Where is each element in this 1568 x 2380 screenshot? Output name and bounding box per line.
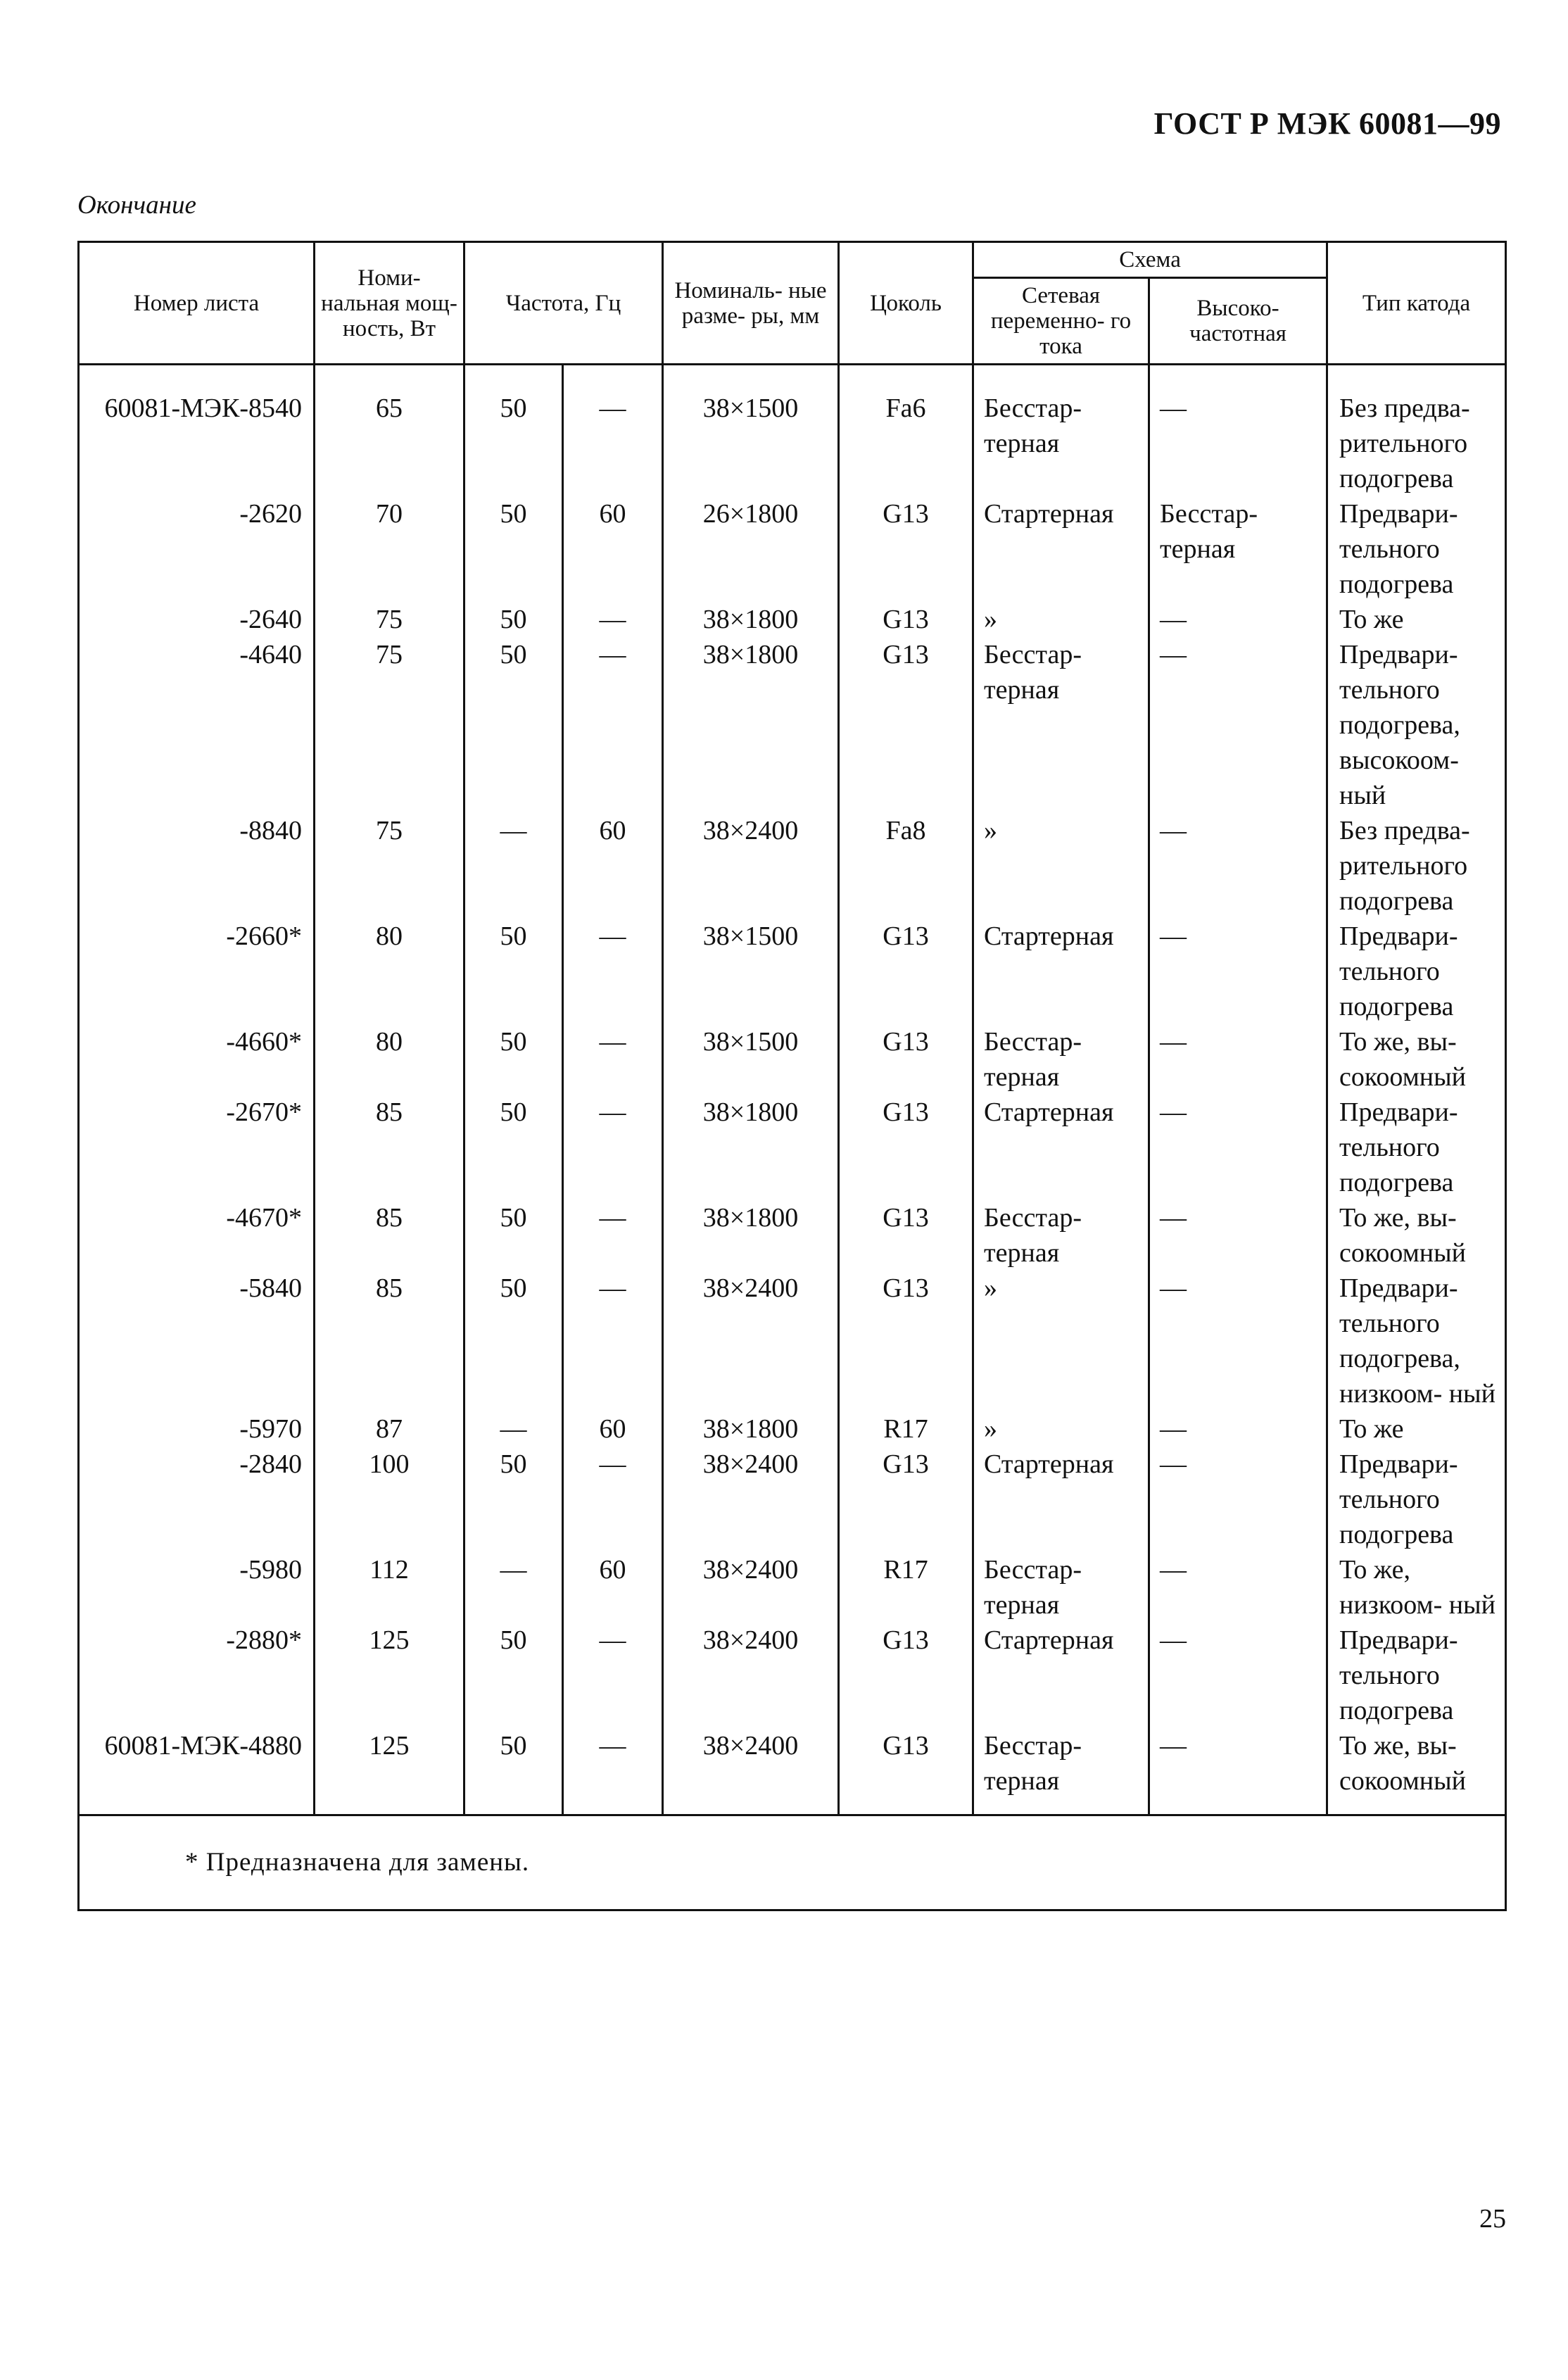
table-row: [79, 1728, 1506, 1815]
scheme-ac-cell: Бесстар- терная: [973, 1200, 1149, 1271]
table-row: [79, 602, 1506, 637]
sheet-number-cell: -4670*: [79, 1200, 315, 1271]
header-scheme-ac: Сетевая переменно- го тока: [973, 278, 1149, 365]
base-cell: G13: [839, 602, 973, 637]
scheme-ac-cell: Стартерная: [973, 496, 1149, 602]
sheet-number-cell: -5970: [79, 1411, 315, 1447]
scheme-ac-cell: »: [973, 813, 1149, 919]
frequency-50-cell: 50: [464, 1447, 563, 1552]
scheme-hf-cell: —: [1149, 1552, 1327, 1623]
table-row: [79, 1447, 1506, 1552]
frequency-60-cell: 60: [563, 813, 663, 919]
scheme-ac-cell: Стартерная: [973, 919, 1149, 1024]
frequency-50-cell: —: [464, 813, 563, 919]
scheme-hf-cell: —: [1149, 919, 1327, 1024]
cathode-type-cell: То же, вы- сокоомный: [1327, 1728, 1506, 1815]
table-row: [79, 813, 1506, 919]
base-cell: G13: [839, 1200, 973, 1271]
base-cell: R17: [839, 1552, 973, 1623]
scheme-hf-cell: —: [1149, 602, 1327, 637]
header-scheme-hf: Высоко- частотная: [1149, 278, 1327, 365]
dimensions-cell: 26×1800: [663, 496, 839, 602]
rated-power-cell: 80: [315, 1024, 464, 1095]
table-row: [79, 1552, 1506, 1623]
scheme-ac-cell: Бесстар- терная: [973, 1728, 1149, 1815]
rated-power-cell: 65: [315, 365, 464, 497]
table-body: [79, 365, 1506, 1815]
scheme-hf-cell: —: [1149, 1095, 1327, 1200]
frequency-50-cell: 50: [464, 1095, 563, 1200]
rated-power-cell: 87: [315, 1411, 464, 1447]
header-rated-power: Номи- нальная мощ- ность, Вт: [315, 242, 464, 365]
scheme-hf-cell: —: [1149, 813, 1327, 919]
sheet-number-cell: -2840: [79, 1447, 315, 1552]
dimensions-cell: 38×1800: [663, 1095, 839, 1200]
cathode-type-cell: То же, низкоом- ный: [1327, 1552, 1506, 1623]
frequency-60-cell: —: [563, 637, 663, 813]
frequency-60-cell: —: [563, 1200, 663, 1271]
frequency-60-cell: —: [563, 1024, 663, 1095]
cathode-type-cell: Предвари- тельного подогрева, низкоом- ный: [1327, 1271, 1506, 1411]
base-cell: Fa8: [839, 813, 973, 919]
scheme-ac-cell: Бесстар- терная: [973, 1552, 1149, 1623]
table-row: [79, 365, 1506, 497]
frequency-50-cell: 50: [464, 496, 563, 602]
frequency-50-cell: 50: [464, 1271, 563, 1411]
scheme-hf-cell: —: [1149, 1728, 1327, 1815]
cathode-type-cell: Предвари- тельного подогрева: [1327, 1447, 1506, 1552]
dimensions-cell: 38×2400: [663, 1623, 839, 1728]
frequency-60-cell: —: [563, 602, 663, 637]
scheme-ac-cell: Бесстар- терная: [973, 1024, 1149, 1095]
rated-power-cell: 112: [315, 1552, 464, 1623]
sheet-number-cell: -2670*: [79, 1095, 315, 1200]
sheet-number-cell: 60081-МЭК-4880: [79, 1728, 315, 1815]
dimensions-cell: 38×1800: [663, 1200, 839, 1271]
page-number: 25: [1479, 2204, 1506, 2234]
cathode-type-cell: То же: [1327, 1411, 1506, 1447]
sheet-number-cell: -5840: [79, 1271, 315, 1411]
scheme-ac-cell: Стартерная: [973, 1095, 1149, 1200]
cathode-type-cell: Без предва- рительного подогрева: [1327, 813, 1506, 919]
scheme-hf-cell: —: [1149, 1271, 1327, 1411]
rated-power-cell: 100: [315, 1447, 464, 1552]
header-cathode-type: Тип катода: [1327, 242, 1506, 365]
base-cell: G13: [839, 1024, 973, 1095]
frequency-50-cell: —: [464, 1552, 563, 1623]
base-cell: G13: [839, 1623, 973, 1728]
frequency-60-cell: —: [563, 1271, 663, 1411]
frequency-60-cell: 60: [563, 1411, 663, 1447]
cathode-type-cell: Предвари- тельного подогрева, высокоом- ный: [1327, 637, 1506, 813]
rated-power-cell: 125: [315, 1728, 464, 1815]
cathode-type-cell: То же, вы- сокоомный: [1327, 1200, 1506, 1271]
base-cell: G13: [839, 1728, 973, 1815]
sheet-number-cell: -8840: [79, 813, 315, 919]
dimensions-cell: 38×2400: [663, 1728, 839, 1815]
rated-power-cell: 80: [315, 919, 464, 1024]
header-base: Цоколь: [839, 242, 973, 365]
frequency-50-cell: 50: [464, 919, 563, 1024]
base-cell: G13: [839, 637, 973, 813]
rated-power-cell: 75: [315, 602, 464, 637]
table-row: [79, 496, 1506, 602]
table-row: [79, 1271, 1506, 1411]
table-row: [79, 1623, 1506, 1728]
rated-power-cell: 85: [315, 1095, 464, 1200]
cathode-type-cell: Предвари- тельного подогрева: [1327, 1623, 1506, 1728]
frequency-50-cell: 50: [464, 365, 563, 497]
dimensions-cell: 38×1800: [663, 1411, 839, 1447]
rated-power-cell: 125: [315, 1623, 464, 1728]
dimensions-cell: 38×1800: [663, 602, 839, 637]
scheme-hf-cell: Бесстар- терная: [1149, 496, 1327, 602]
frequency-50-cell: 50: [464, 637, 563, 813]
document-code: ГОСТ Р МЭК 60081—99: [1153, 106, 1501, 141]
cathode-type-cell: То же: [1327, 602, 1506, 637]
continuation-label: Окончание: [77, 191, 196, 220]
base-cell: R17: [839, 1411, 973, 1447]
sheet-number-cell: -2660*: [79, 919, 315, 1024]
header-scheme: Схема: [973, 242, 1327, 278]
cathode-type-cell: Предвари- тельного подогрева: [1327, 1095, 1506, 1200]
frequency-60-cell: —: [563, 919, 663, 1024]
dimensions-cell: 38×1500: [663, 919, 839, 1024]
sheet-number-cell: -2640: [79, 602, 315, 637]
scheme-ac-cell: Бесстар- терная: [973, 637, 1149, 813]
scheme-hf-cell: —: [1149, 637, 1327, 813]
cathode-type-cell: Предвари- тельного подогрева: [1327, 919, 1506, 1024]
dimensions-cell: 38×2400: [663, 1552, 839, 1623]
scheme-hf-cell: —: [1149, 1200, 1327, 1271]
scheme-ac-cell: Стартерная: [973, 1447, 1149, 1552]
table-row: [79, 919, 1506, 1024]
header-dimensions: Номиналь- ные разме- ры, мм: [663, 242, 839, 365]
frequency-50-cell: —: [464, 1411, 563, 1447]
scheme-ac-cell: »: [973, 1411, 1149, 1447]
frequency-60-cell: 60: [563, 1552, 663, 1623]
frequency-60-cell: —: [563, 1095, 663, 1200]
table-row: [79, 1200, 1506, 1271]
base-cell: G13: [839, 1271, 973, 1411]
cathode-type-cell: Предвари- тельного подогрева: [1327, 496, 1506, 602]
table-row: [79, 637, 1506, 813]
scheme-hf-cell: —: [1149, 365, 1327, 497]
footnote: * Предназначена для замены.: [79, 1815, 1506, 1910]
frequency-50-cell: 50: [464, 1024, 563, 1095]
header-frequency: Частота, Гц: [464, 242, 663, 365]
frequency-50-cell: 50: [464, 1623, 563, 1728]
scheme-ac-cell: »: [973, 1271, 1149, 1411]
frequency-50-cell: 50: [464, 1728, 563, 1815]
sheet-number-cell: -4640: [79, 637, 315, 813]
cathode-type-cell: Без предва- рительного подогрева: [1327, 365, 1506, 497]
scheme-ac-cell: Стартерная: [973, 1623, 1149, 1728]
dimensions-cell: 38×1800: [663, 637, 839, 813]
frequency-60-cell: 60: [563, 496, 663, 602]
sheet-number-cell: -2880*: [79, 1623, 315, 1728]
lamp-spec-table: [77, 241, 1507, 1911]
base-cell: G13: [839, 1095, 973, 1200]
table-row: [79, 1024, 1506, 1095]
base-cell: G13: [839, 496, 973, 602]
table-header: [79, 242, 1506, 365]
frequency-60-cell: —: [563, 1728, 663, 1815]
rated-power-cell: 75: [315, 813, 464, 919]
rated-power-cell: 75: [315, 637, 464, 813]
scheme-ac-cell: Бесстар- терная: [973, 365, 1149, 497]
rated-power-cell: 85: [315, 1271, 464, 1411]
scheme-hf-cell: —: [1149, 1024, 1327, 1095]
sheet-number-cell: -2620: [79, 496, 315, 602]
frequency-60-cell: —: [563, 1623, 663, 1728]
frequency-60-cell: —: [563, 1447, 663, 1552]
scheme-hf-cell: —: [1149, 1447, 1327, 1552]
dimensions-cell: 38×2400: [663, 1271, 839, 1411]
base-cell: G13: [839, 1447, 973, 1552]
scheme-hf-cell: —: [1149, 1411, 1327, 1447]
dimensions-cell: 38×1500: [663, 365, 839, 497]
table-row: [79, 1095, 1506, 1200]
rated-power-cell: 85: [315, 1200, 464, 1271]
frequency-50-cell: 50: [464, 1200, 563, 1271]
scheme-ac-cell: »: [973, 602, 1149, 637]
base-cell: G13: [839, 919, 973, 1024]
table-row: [79, 1411, 1506, 1447]
sheet-number-cell: -5980: [79, 1552, 315, 1623]
rated-power-cell: 70: [315, 496, 464, 602]
frequency-50-cell: 50: [464, 602, 563, 637]
base-cell: Fa6: [839, 365, 973, 497]
header-sheet-number: Номер листа: [79, 242, 315, 365]
dimensions-cell: 38×2400: [663, 813, 839, 919]
dimensions-cell: 38×1500: [663, 1024, 839, 1095]
scheme-hf-cell: —: [1149, 1623, 1327, 1728]
sheet-number-cell: -4660*: [79, 1024, 315, 1095]
cathode-type-cell: То же, вы- сокоомный: [1327, 1024, 1506, 1095]
dimensions-cell: 38×2400: [663, 1447, 839, 1552]
sheet-number-cell: 60081-МЭК-8540: [79, 365, 315, 497]
frequency-60-cell: —: [563, 365, 663, 497]
